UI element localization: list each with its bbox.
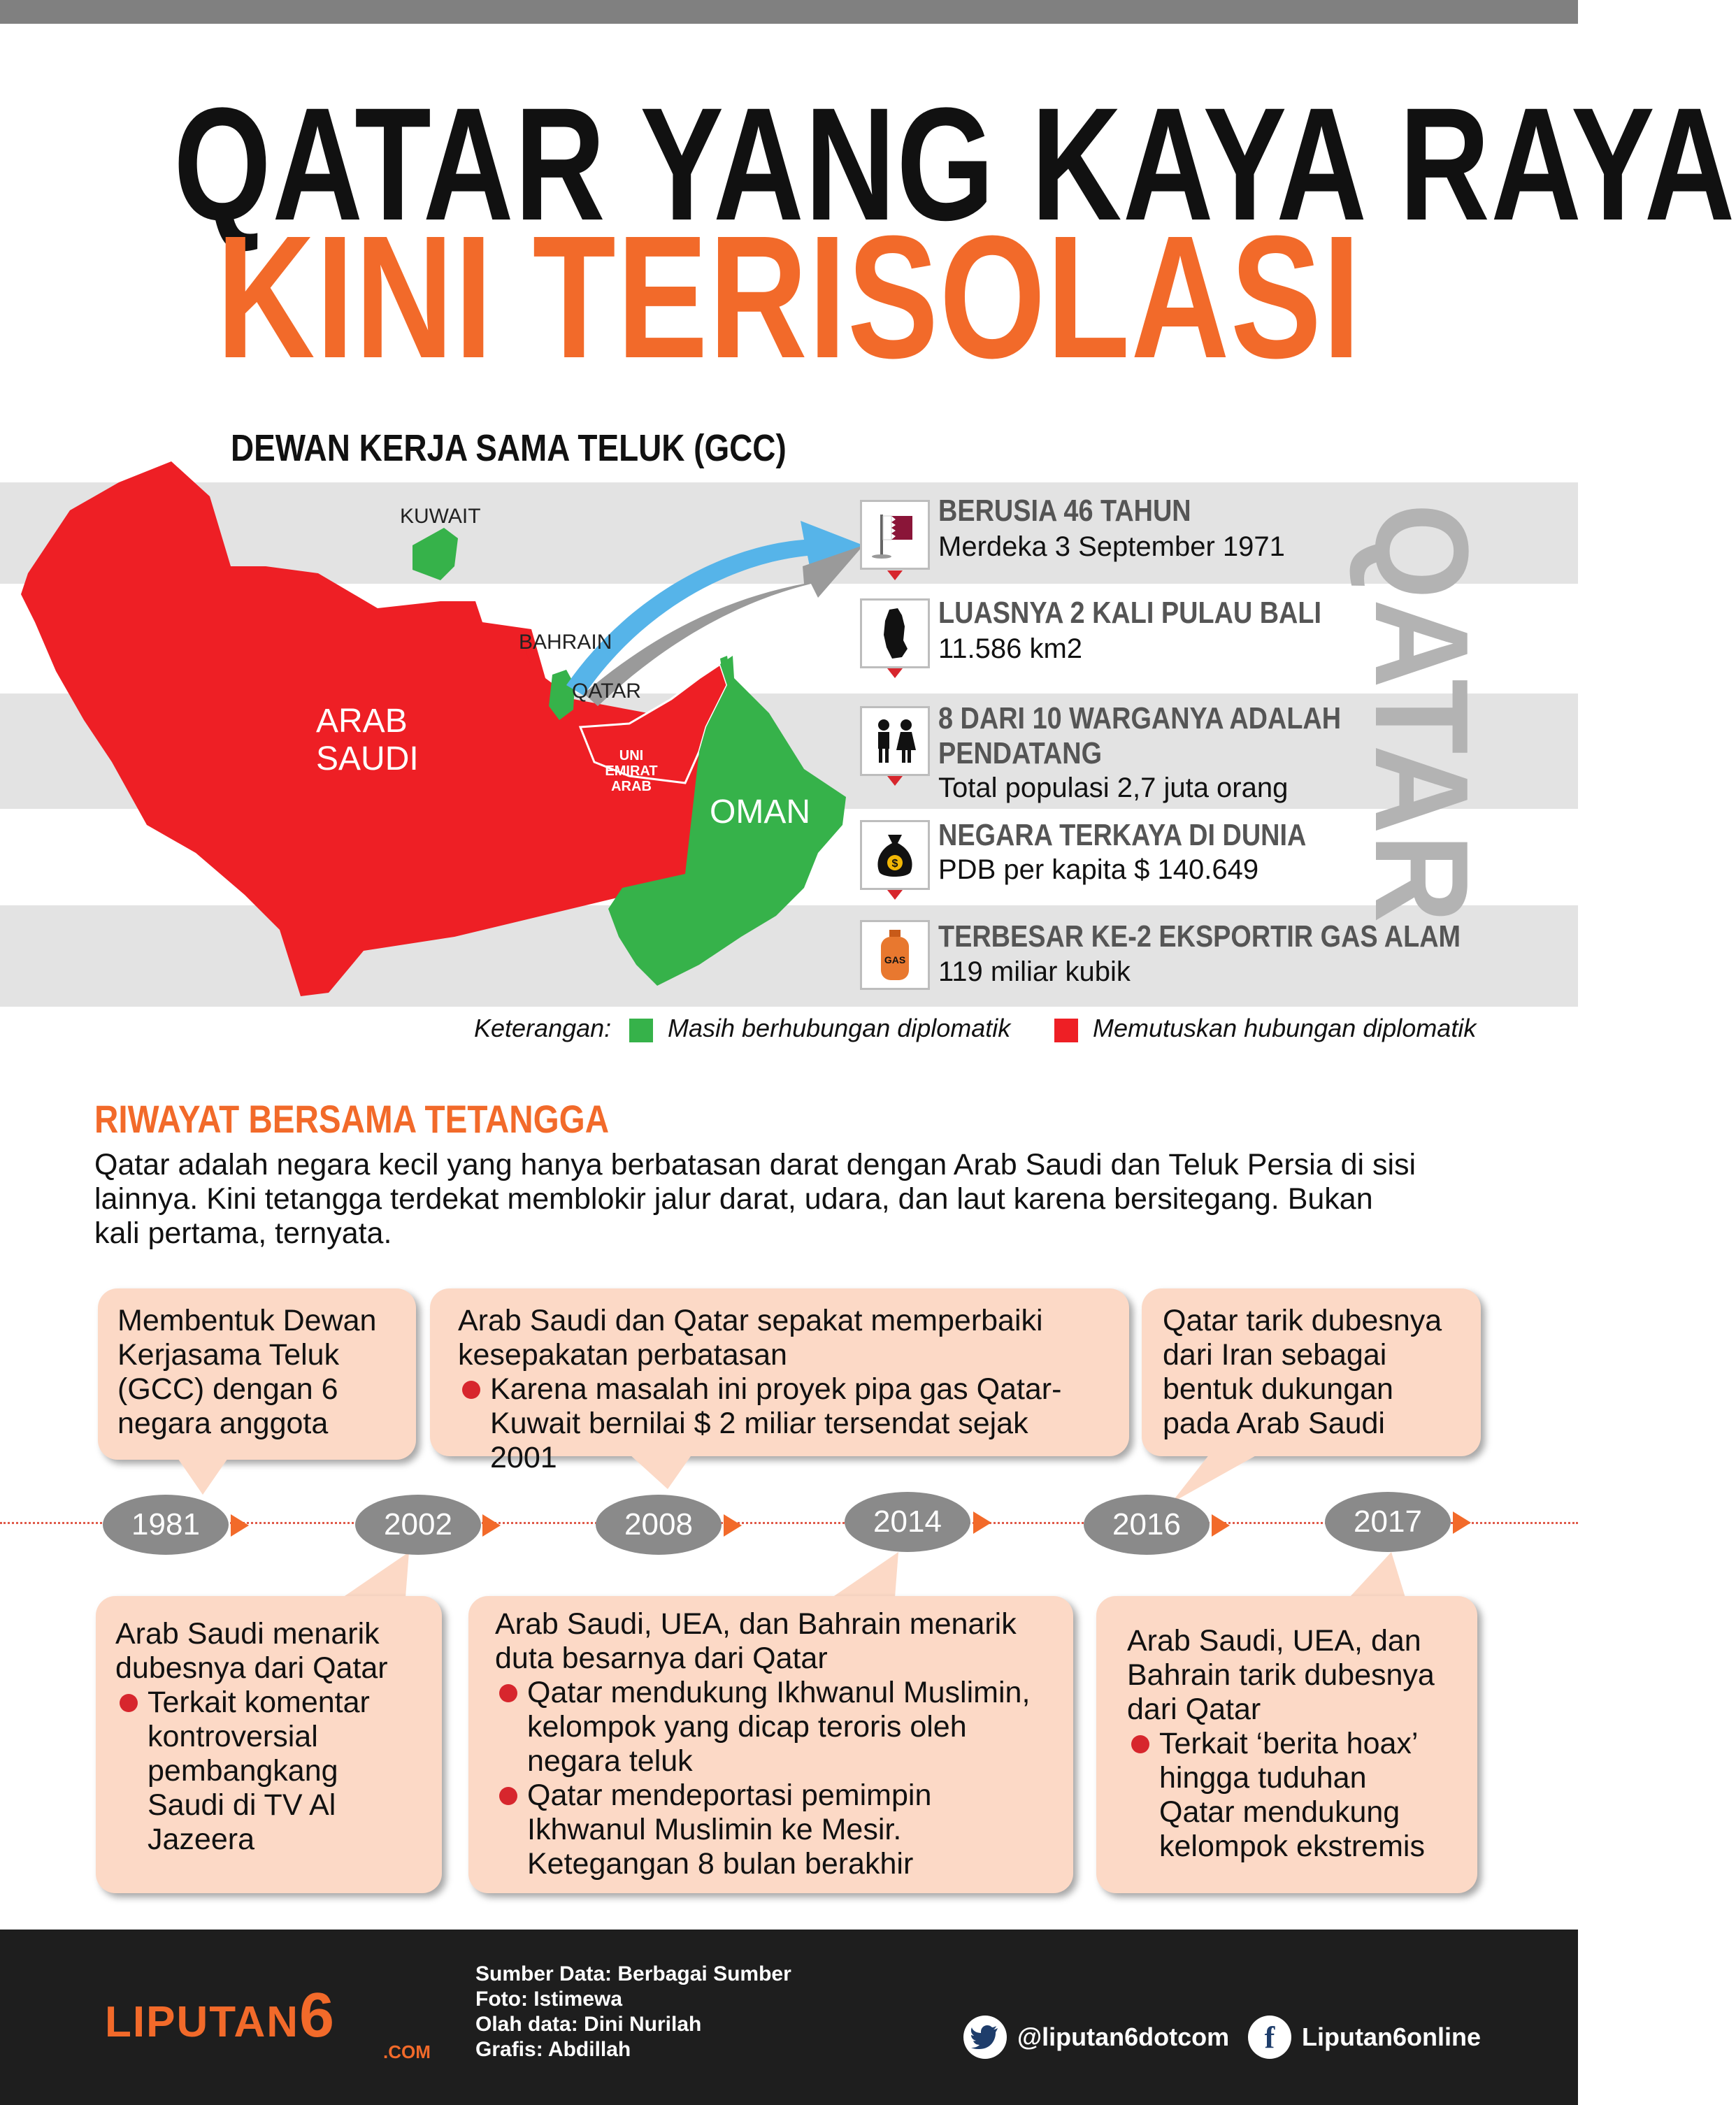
brand-suffix: .COM — [383, 2041, 431, 2062]
year-arrow — [1453, 1511, 1471, 1534]
event-2017 — [1096, 1596, 1477, 1893]
fact-arrow — [887, 890, 903, 900]
legend-red-text: Memutuskan hubungan diplomatik — [1093, 1014, 1477, 1042]
top-bar — [0, 0, 1578, 24]
event-text: Arab Saudi dan Qatar sepakat memperbaiki kesepakatan perbatasan — [458, 1304, 1043, 1372]
page-title: QATAR YANG KAYA RAYA — [173, 74, 1736, 254]
event-bullet: Qatar mendukung Ikhwanul Muslimin, kelompok yang dicap teroris oleh negara teluk — [495, 1676, 1047, 1779]
history-title: RIWAYAT BERSAMA TETANGGA — [94, 1097, 610, 1141]
flag-icon — [860, 500, 930, 570]
svg-text:GAS: GAS — [884, 954, 906, 965]
fact-value: Total populasi 2,7 juta orang — [938, 773, 1289, 803]
event-2008 — [430, 1288, 1129, 1474]
event-text: Arab Saudi, UEA, dan Bahrain tarik dubesnya dari Qatar — [1127, 1624, 1435, 1726]
fact-arrow — [887, 570, 903, 580]
kuwait-region — [413, 528, 458, 580]
page-title-highlight: KINI TERISOLASI — [216, 199, 1362, 394]
fact-title: LUASNYA 2 KALI PULAU BALI — [938, 596, 1322, 630]
event-bullet: Terkait ‘berita hoax’ hingga tuduhan Qatar mendukung kelompok ekstremis — [1127, 1727, 1447, 1864]
facebook-handle[interactable]: Liputan6online — [1302, 2023, 1481, 2051]
vertical-country-name — [1347, 489, 1502, 956]
fact-value: Merdeka 3 September 1971 — [938, 531, 1285, 562]
year-badge: 1981 — [103, 1495, 229, 1555]
year-arrow — [724, 1514, 742, 1537]
fact-arrow — [887, 668, 903, 678]
fact-title: BERUSIA 46 TAHUN — [938, 494, 1191, 528]
fact-arrow — [887, 776, 903, 786]
brand-number: 6 — [299, 1981, 336, 2050]
event-bullet: Qatar mendeportasi pemimpin Ikhwanul Muslimin ke Mesir. Ketegangan 8 bulan berakhir — [495, 1779, 1047, 1881]
year-arrow — [1212, 1514, 1230, 1537]
year-badge: 2014 — [845, 1492, 970, 1552]
svg-text:QATAR: QATAR — [1347, 503, 1495, 956]
event-2016 — [1142, 1288, 1481, 1456]
fact-value: 11.586 km2 — [938, 633, 1083, 664]
legend-swatch-green — [629, 1019, 653, 1042]
event-text: Arab Saudi menarik dubesnya dari Qatar — [115, 1617, 388, 1685]
legend-swatch-red — [1054, 1019, 1078, 1042]
gas-tank-icon — [860, 920, 930, 990]
year-badge: 2016 — [1084, 1495, 1210, 1555]
legend-label: Keterangan: — [474, 1014, 612, 1042]
money-bag-icon — [860, 820, 930, 890]
svg-text:$: $ — [891, 858, 898, 870]
fact-title: NEGARA TERKAYA DI DUNIA — [938, 818, 1307, 852]
twitter-handle[interactable]: @liputan6dotcom — [1017, 2023, 1230, 2051]
map-outline-icon — [860, 598, 930, 668]
history-intro: Qatar adalah negara kecil yang hanya berbatasan darat dengan Arab Saudi dan Teluk Persia di sisi lainnya. Kini tetangga terdekat memblokir jalur darat, udara, dan laut karena bersitegang. Bukan kali pertama, ternyata. — [94, 1148, 1416, 1250]
event-2014 — [468, 1596, 1073, 1893]
kuwait-label: KUWAIT — [400, 505, 481, 528]
year-badge: 2008 — [596, 1495, 722, 1555]
fact-title: 8 DARI 10 WARGANYA ADALAH — [938, 701, 1342, 735]
uae-label: UNI EMIRAT ARAB — [605, 748, 658, 794]
year-arrow — [231, 1514, 249, 1537]
year-badge: 2017 — [1325, 1492, 1451, 1552]
fact-title: TERBESAR KE-2 EKSPORTIR GAS ALAM — [938, 919, 1461, 954]
event-1981 — [98, 1288, 416, 1460]
fact-value: PDB per kapita $ 140.649 — [938, 854, 1259, 885]
brand-logo — [105, 1980, 336, 2052]
event-text: Arab Saudi, UEA, dan Bahrain menarik duta besarnya dari Qatar — [495, 1607, 1017, 1675]
saudi-label: ARAB SAUDI — [316, 703, 419, 777]
event-bullet: Terkait komentar kontroversial pembangkang Saudi di TV Al Jazeera — [115, 1686, 422, 1857]
event-bullet: Karena masalah ini proyek pipa gas Qatar-Kuwait bernilai $ 2 miliar tersendat sejak 2001 — [458, 1372, 1101, 1475]
qatar-label: QATAR — [572, 680, 641, 703]
section-subtitle: DEWAN KERJA SAMA TELUK (GCC) — [231, 427, 787, 469]
event-2002 — [96, 1596, 442, 1893]
credit-photo: Foto: Istimewa — [475, 1988, 623, 2011]
credit-data: Olah data: Dini Nurilah — [475, 2013, 702, 2036]
twitter-icon[interactable] — [963, 2016, 1007, 2059]
bahrain-label: BAHRAIN — [519, 631, 612, 654]
oman-label: OMAN — [710, 793, 810, 831]
fact-value: 119 miliar kubik — [938, 956, 1131, 987]
brand-name: LIPUTAN — [105, 1998, 300, 2046]
facebook-icon[interactable]: f — [1248, 2016, 1291, 2059]
legend-green-text: Masih berhubungan diplomatik — [668, 1014, 1011, 1042]
people-icon — [860, 706, 930, 776]
credit-source: Sumber Data: Berbagai Sumber — [475, 1962, 791, 1985]
year-badge: 2002 — [355, 1495, 481, 1555]
fact-title-cont: PENDATANG — [938, 736, 1103, 770]
event-text: Membentuk Dewan Kerjasama Teluk (GCC) dengan 6 negara anggota — [117, 1304, 377, 1440]
credit-graphics: Grafis: Abdillah — [475, 2038, 631, 2061]
event-text: Qatar tarik dubesnya dari Iran sebagai bentuk dukungan pada Arab Saudi — [1163, 1304, 1442, 1440]
oman-musandam — [720, 656, 729, 667]
year-arrow — [482, 1514, 501, 1537]
year-arrow — [973, 1511, 991, 1534]
